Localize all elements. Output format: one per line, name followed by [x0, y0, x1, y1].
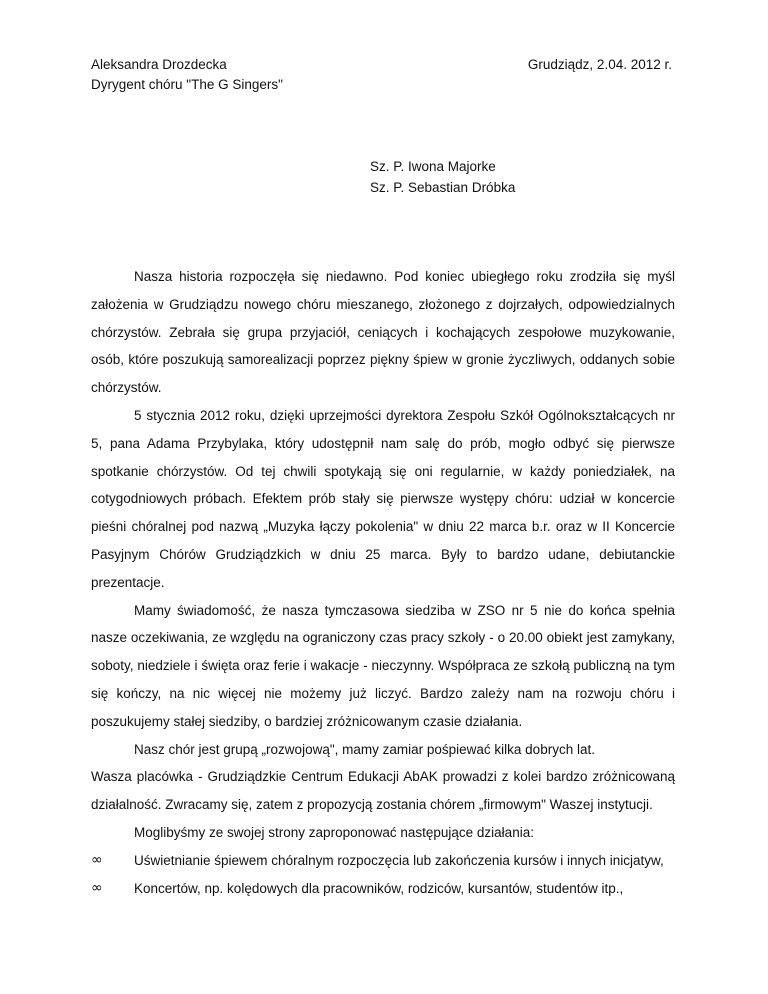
- letter-date: Grudziądz, 2.04. 2012 r.: [527, 57, 672, 72]
- recipients-block: [370, 157, 515, 198]
- list-item-text: Koncertów, np. kolędowych dla pracowników, rodziców, kursantów, studentów itp.,: [134, 880, 624, 896]
- paragraph: 5 stycznia 2012 roku, dzięki uprzejmości dyrektora Zespołu Szkół Ogólnokształcących nr 5, pana Adama Przybylaka, który udostępnił nam salę do prób, mogło odbyć się pierwsze spotkanie chórzystów. Od tej chwili spotykają się oni regularnie, w każdy poniedziałek, na cotygodniowych próbach. Efektem prób stały się pierwsze występy chóru: udział w koncercie pieśni chóralnej pod nazwą „Muzyka łączy pokolenia" w dniu 22 marca b.r. oraz w II Koncercie Pasyjnym Chórów Grudziądzkich w dniu 25 marca. Były to bardzo udane, debiutanckie prezentacje.: [91, 407, 675, 590]
- sender-name: Aleksandra Drozdecka: [91, 57, 227, 72]
- paragraph: Moglibyśmy ze swojej strony zaproponować następujące działania:: [134, 824, 534, 840]
- sender-block: [91, 55, 283, 95]
- list-item-text: Uświetnianie śpiewem chóralnym rozpoczęcia lub zakończenia kursów i innych inicjatyw,: [134, 852, 664, 868]
- letter-body: [91, 263, 675, 902]
- paragraph: Nasza historia rozpoczęła się niedawno. Pod koniec ubiegłego roku zrodziła się myśl założenia w Grudziądzu nowego chóru mieszanego, złożonego z dojrzałych, odpowiedzialnych chórzystów. Zebrała się grupa przyjaciół, ceniących i kochających zespołowe muzykowanie, osób, które poszukują samorealizacji poprzez piękny śpiew w gronie życzliwych, oddanych sobie chórzystów.: [91, 269, 675, 396]
- list-item: [91, 875, 675, 903]
- paragraph: Nasz chór jest grupą „rozwojową", mamy zamiar pośpiewać kilka dobrych lat.: [134, 741, 595, 757]
- recipient-line: Sz. P. Sebastian Dróbka: [370, 179, 516, 195]
- paragraph: Mamy świadomość, że nasza tymczasowa siedziba w ZSO nr 5 nie do końca spełnia nasze oczekiwania, ze względu na ograniczony czas pracy szkoły - o 20.00 obiekt jest zamykany, soboty, niedziele i święta oraz ferie i wakacje - nieczynny. Współpraca ze szkołą publiczną na tym się kończy, na nic więcej nie możemy już liczyć. Bardzo zależy nam na rozwoju chóru i poszukujemy stałej siedziby, o bardziej zróżnicowanym czasie działania.: [91, 602, 675, 729]
- recipient-line: Sz. P. Iwona Majorke: [370, 159, 496, 174]
- sender-role: Dyrygent chóru "The G Singers": [91, 77, 283, 92]
- paragraph: Wasza placówka - Grudziądzkie Centrum Edukacji AbAK prowadzi z kolei bardzo zróżnicowaną działalność. Zwracamy się, zatem z propozycją zostania chórem „firmowym" Waszej instytucji.: [91, 769, 675, 813]
- infinity-bullet-icon: ∞: [91, 879, 103, 896]
- infinity-bullet-icon: ∞: [91, 851, 103, 868]
- list-item: [91, 847, 675, 875]
